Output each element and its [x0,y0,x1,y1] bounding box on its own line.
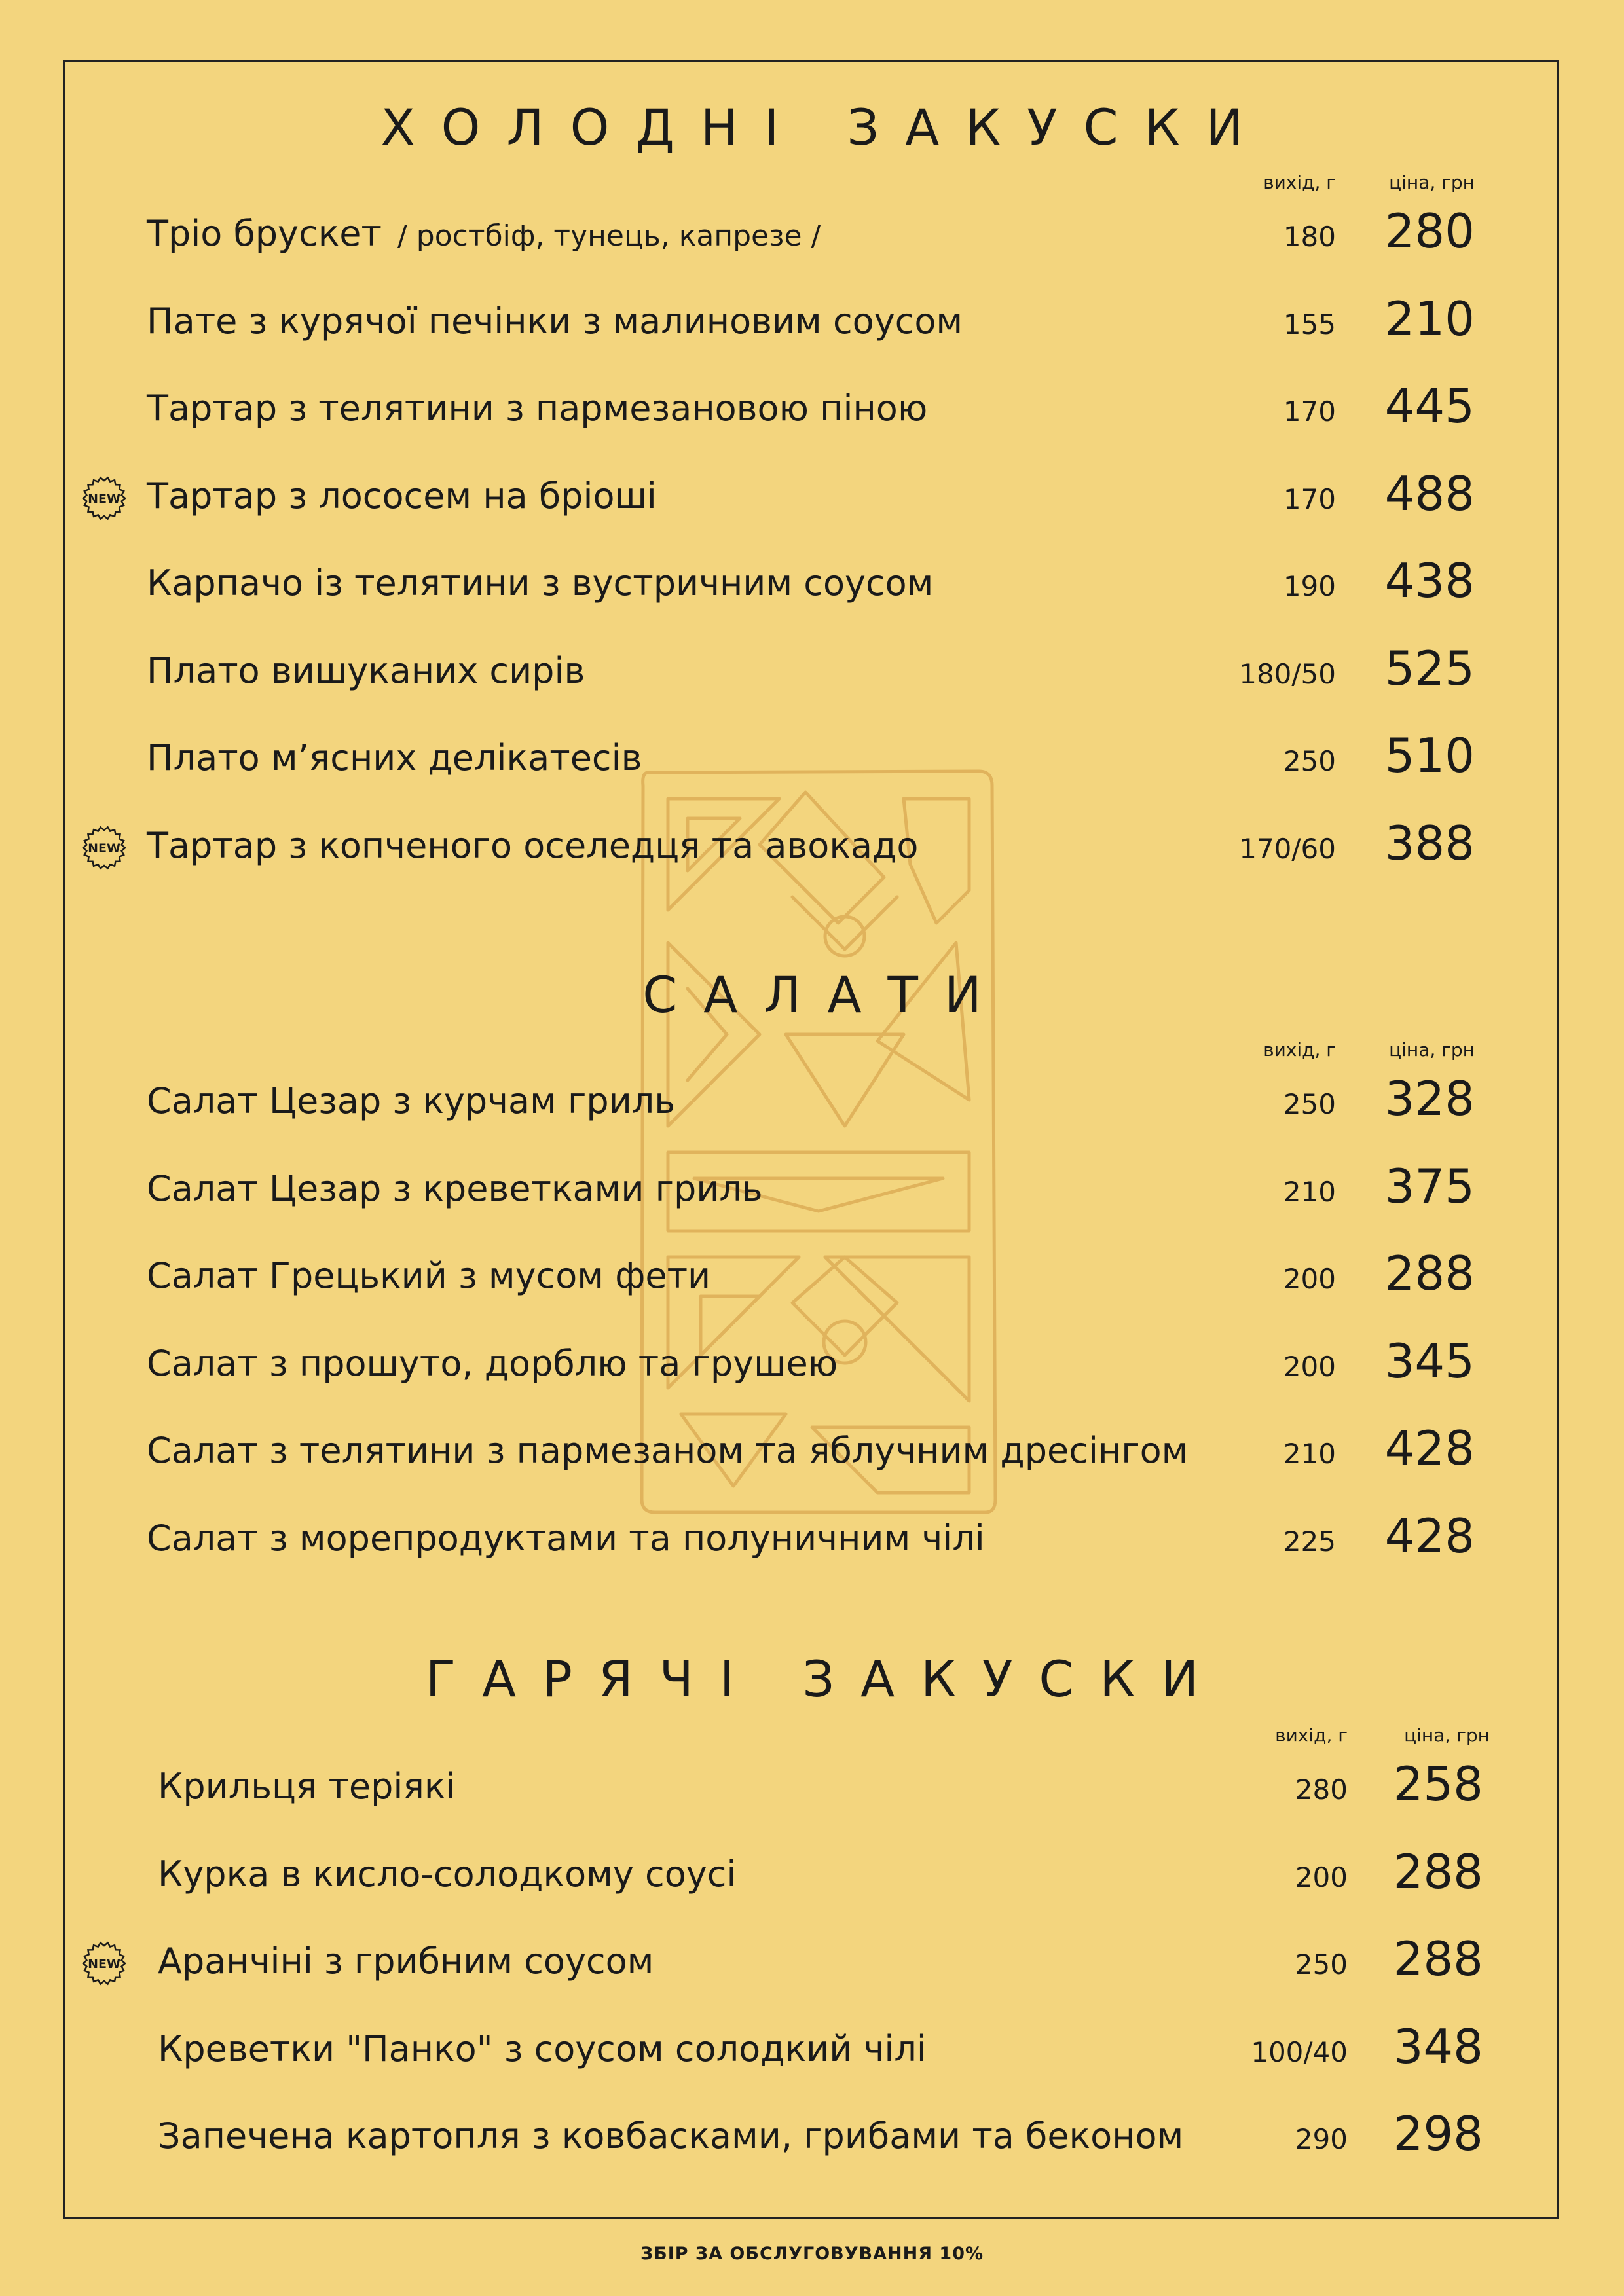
menu-item-name [147,737,642,778]
menu-item [0,2018,1624,2116]
menu-item [0,1508,1624,1605]
menu-item-weight: 170 [1283,483,1336,515]
menu-item-price: 348 [1393,2018,1483,2074]
price-column-header: ціна, грн [1404,1724,1490,1746]
menu-item-name [147,1080,675,1121]
menu-item-weight: 290 [1295,2123,1348,2155]
menu-item-name-text: Салат Грецький з мусом фети [147,1255,711,1296]
menu-item-name [147,1343,838,1384]
menu-item-price: 525 [1384,640,1475,696]
menu-item-price: 445 [1384,378,1475,433]
menu-item-name [147,562,933,604]
new-badge-icon [81,475,127,521]
menu-item-weight: 200 [1283,1263,1336,1295]
menu-item-name-text: Курка в кисло-солодкому соусі [158,1853,737,1895]
menu-item [0,291,1624,388]
price-column-header: ціна, грн [1389,1039,1475,1061]
menu-item-name [147,1255,710,1296]
menu-item-weight: 200 [1283,1350,1336,1383]
menu-item [0,204,1624,301]
menu-item-price: 428 [1384,1421,1475,1476]
menu-item [0,640,1624,738]
menu-item-name [147,1168,763,1209]
menu-item-price: 428 [1384,1508,1475,1563]
menu-item-weight: 100/40 [1251,2035,1348,2068]
new-badge-label: NEW [88,1957,120,1971]
menu-item-price: 280 [1384,204,1475,259]
menu-item-weight: 210 [1283,1438,1336,1470]
weight-column-header: вихід, г [1263,172,1336,193]
menu-item [0,2106,1624,2203]
price-column-header: ціна, грн [1389,172,1475,193]
menu-item [0,1071,1624,1168]
menu-item-price: 438 [1384,553,1475,608]
menu-item-name [158,2115,1183,2157]
menu-item [0,1757,1624,1853]
menu-item-price: 488 [1384,465,1475,521]
menu-item-name-text: Салат з прошуто, дорблю та грушею [147,1342,838,1384]
menu-item-name-text: Плато м’ясних делікатесів [147,737,642,778]
weight-column-header: вихід, г [1263,1039,1336,1061]
weight-column-header: вихід, г [1275,1724,1348,1746]
menu-item [0,1333,1624,1430]
menu-item-name [147,301,963,342]
menu-item-name-text: Салат Цезар з курчам гриль [147,1080,676,1121]
menu-item [0,728,1624,825]
menu-item [0,1421,1624,1518]
menu-item-weight: 250 [1283,1088,1336,1120]
menu-item-weight: 250 [1295,1948,1348,1980]
menu-item-weight: 280 [1295,1774,1348,1806]
menu-item-name [147,213,821,254]
menu-item-name [158,2028,927,2069]
menu-item-weight: 170/60 [1239,832,1336,865]
section-title: САЛАТИ [642,966,1008,1024]
menu-item-name-text: Карпачо із телятини з вустричним соусом [147,562,934,604]
section-title: ХОЛОДНІ ЗАКУСКИ [380,98,1270,156]
menu-item [0,378,1624,475]
menu-item-name-text: Креветки "Панко" з соусом солодкий чілі [158,2028,927,2069]
menu-item-name-text: Плато вишуканих сирів [147,649,585,691]
menu-item-name [147,650,585,691]
menu-item-name [158,1766,456,1807]
menu-item-name-text: Салат Цезар з креветками гриль [147,1167,763,1209]
menu-item-weight: 180 [1283,221,1336,253]
menu-item-price: 510 [1384,728,1475,783]
menu-item-price: 298 [1393,2106,1483,2161]
new-badge-label: NEW [88,841,120,856]
menu-item [0,815,1624,913]
menu-item-name [158,1853,736,1895]
menu-item-weight: 190 [1283,570,1336,602]
menu-item-weight: 170 [1283,395,1336,428]
menu-item-price: 288 [1393,1931,1483,1986]
menu-item-name-text: Крильця теріякі [158,1766,456,1807]
menu-item-name-text: Салат з телятини з пармезаном та яблучним дресінгом [147,1430,1189,1471]
menu-item [0,553,1624,650]
menu-item-weight: 155 [1283,308,1336,340]
menu-item-price: 345 [1384,1333,1475,1389]
menu-item-name-text: Салат з морепродуктами та полуничним чілі [147,1517,985,1559]
new-badge-icon [81,1941,127,1986]
menu-item [0,1158,1624,1256]
menu-item [0,1931,1624,2028]
menu-item [0,1844,1624,1941]
menu-item-name [147,388,927,429]
menu-item-price: 388 [1384,815,1475,871]
menu-item-weight: 200 [1295,1861,1348,1893]
menu-item-price: 375 [1384,1158,1475,1214]
menu-item-name [147,1518,985,1559]
menu-item-weight: 210 [1283,1175,1336,1208]
new-badge-label: NEW [88,491,120,506]
menu-item [0,465,1624,563]
menu-item-note: / ростбіф, тунець, капрезе / [397,219,821,253]
menu-item-price: 288 [1393,1844,1483,1899]
menu-item-name-text: Тріо брускет [147,213,382,254]
menu-item-name-text: Запечена картопля з ковбасками, грибами та беконом [158,2115,1184,2157]
menu-item-price: 288 [1384,1246,1475,1301]
menu-item-price: 258 [1393,1757,1483,1812]
menu-item-name-text: Пате з курячої печінки з малиновим соусом [147,300,963,342]
menu-item-name [147,1430,1188,1471]
menu-item-weight: 180/50 [1239,657,1336,690]
menu-item-name-text: Тартар з копченого оселедця та авокадо [147,824,919,866]
menu-item-name-text: Тартар з телятини з пармезановою піною [147,388,928,429]
menu-item-name-text: Тартар з лососем на бріоші [147,475,657,517]
menu-item-price: 328 [1384,1071,1475,1126]
menu-item-weight: 225 [1283,1525,1336,1558]
menu-item-weight: 250 [1283,745,1336,777]
section-title: ГАРЯЧІ ЗАКУСКИ [425,1650,1225,1708]
menu-item-name-text: Аранчіні з грибним соусом [158,1941,654,1982]
menu-item-name [147,825,918,866]
menu-item [0,1246,1624,1343]
menu-item-name [158,1941,654,1982]
service-charge-note: ЗБІР ЗА ОБСЛУГОВУВАННЯ 10% [640,2244,984,2264]
menu-item-name [147,475,657,517]
menu-item-price: 210 [1384,291,1475,346]
new-badge-icon [81,825,127,871]
